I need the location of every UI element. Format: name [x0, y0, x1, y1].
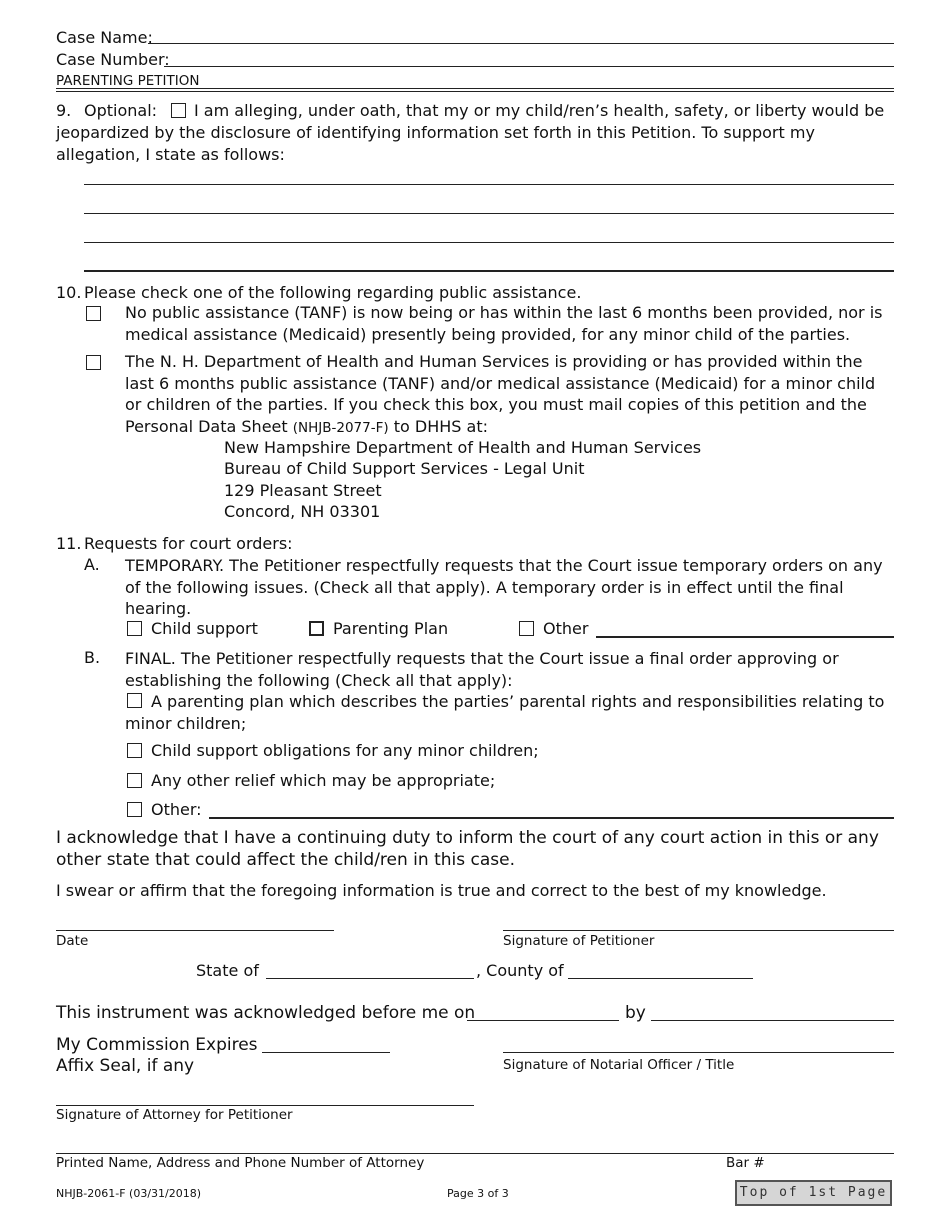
date-label: Date [56, 933, 89, 949]
petitioner-signature-label: Signature of Petitioner [503, 933, 655, 949]
item-9-text-first: I am alleging, under oath, that my or my child/ren’s health, safety, or liberty would be [194, 101, 885, 120]
item-10-option-2-body: The N. H. Department of Health and Human Services is providing or has provided within the last 6 months public assistance (TANF) and/or medical assistance (Medicaid) for a minor child or children of the parties. If you check this box, you must mail copies of this petition and the Personal Data Sheet [125, 352, 876, 436]
top-of-first-page-button[interactable]: Top of 1st Page [735, 1180, 892, 1206]
dhhs-address-line-3: 129 Pleasant Street [224, 481, 382, 500]
item-10-option-2-tail: to DHHS at: [393, 416, 488, 436]
county-field[interactable] [568, 978, 753, 979]
state-label: State of [196, 961, 259, 980]
final-other-field[interactable] [209, 817, 894, 819]
page-number: Page 3 of 3 [447, 1187, 509, 1200]
attorney-signature-field[interactable] [56, 1105, 474, 1106]
swear-text: I swear or affirm that the foregoing information is true and correct to the best of my knowledge. [56, 881, 827, 900]
seal-label: Affix Seal, if any [56, 1056, 195, 1076]
item-11-b-text: FINAL. The Petitioner respectfully requests that the Court issue a final order approving or establishing the following (Check all that apply): [125, 649, 839, 690]
acknowledgement-text: I acknowledge that I have a continuing duty to inform the court of any court action in this or any other state that could affect the child/ren in this case. [56, 828, 879, 870]
case-number-label: Case Number: [56, 50, 170, 69]
item-11-a-letter: A. [84, 555, 100, 574]
temp-child-support-checkbox[interactable] [127, 621, 142, 636]
case-name-field[interactable] [148, 43, 894, 44]
state-field[interactable] [266, 978, 474, 979]
case-number-field[interactable] [164, 66, 894, 67]
form-number: NHJB-2061-F (03/31/2018) [56, 1187, 202, 1200]
item-11-b-letter: B. [84, 648, 101, 667]
item-10-option-2-checkbox[interactable] [86, 355, 101, 370]
attorney-signature-label: Signature of Attorney for Petitioner [56, 1107, 293, 1123]
temp-child-support-label: Child support [151, 619, 258, 638]
commission-field[interactable] [262, 1052, 390, 1053]
final-other-relief-label: Any other relief which may be appropriate; [151, 771, 496, 790]
final-child-support-checkbox[interactable] [127, 743, 142, 758]
item-9-checkbox[interactable] [171, 103, 186, 118]
item-9-answer-line-3[interactable] [84, 242, 894, 243]
dhhs-address-line-2: Bureau of Child Support Services - Legal Unit [224, 459, 585, 478]
final-parenting-plan-label: A parenting plan which describes the parties’ parental rights and responsibilities relating to minor children; [125, 692, 885, 733]
header-divider [56, 88, 894, 89]
item-9-answer-line-2[interactable] [84, 213, 894, 214]
acknowledged-by-field[interactable] [651, 1020, 894, 1021]
item-9-answer-line-1[interactable] [84, 184, 894, 185]
final-child-support-label: Child support obligations for any minor children; [151, 741, 539, 760]
item-10-heading: Please check one of the following regarding public assistance. [84, 283, 582, 302]
date-field[interactable] [56, 930, 334, 931]
item-10-option-1-text: No public assistance (TANF) is now being or has within the last 6 months been provided, nor is medical assistance (Medicaid) presently being provided, for any minor child of the parties. [125, 303, 883, 344]
acknowledged-date-field[interactable] [467, 1020, 619, 1021]
item-10-option-1-checkbox[interactable] [86, 306, 101, 321]
final-other-relief-checkbox[interactable] [127, 773, 142, 788]
dhhs-address-line-4: Concord, NH 03301 [224, 502, 381, 521]
by-label: by [625, 1003, 646, 1023]
temp-parenting-plan-checkbox[interactable] [309, 621, 324, 636]
case-name-label: Case Name: [56, 28, 153, 47]
acknowledged-label: This instrument was acknowledged before me on [56, 1003, 476, 1023]
notary-signature-field[interactable] [503, 1052, 894, 1053]
item-10-number: 10. [56, 283, 82, 302]
dhhs-address-line-1: New Hampshire Department of Health and Human Services [224, 438, 702, 457]
notary-signature-label: Signature of Notarial Officer / Title [503, 1057, 735, 1073]
bar-number-label: Bar # [726, 1155, 765, 1171]
item-9-text-rest: jeopardized by the disclosure of identifying information set forth in this Petition. To support my allegation, I state as follows: [56, 123, 815, 164]
item-9-answer-line-4[interactable] [84, 270, 894, 272]
county-label: , County of [476, 961, 564, 980]
petitioner-signature-field[interactable] [503, 930, 894, 931]
item-10-option-2-text [125, 351, 895, 439]
item-9-number: 9. [56, 101, 72, 120]
temp-other-label: Other [543, 619, 589, 638]
final-other-checkbox[interactable] [127, 802, 142, 817]
item-9-label: Optional: [84, 101, 158, 120]
temp-parenting-plan-label: Parenting Plan [333, 619, 449, 638]
item-11-heading: Requests for court orders: [84, 534, 293, 553]
item-11-number: 11. [56, 534, 82, 553]
printed-name-label: Printed Name, Address and Phone Number of Attorney [56, 1155, 425, 1171]
temp-other-checkbox[interactable] [519, 621, 534, 636]
form-title: PARENTING PETITION [56, 73, 200, 89]
attorney-info-field[interactable] [56, 1153, 894, 1154]
item-11-a-text: TEMPORARY. The Petitioner respectfully requests that the Court issue temporary orders on any of the following issues. (Check all that apply). A temporary order is in effect until the final hearing. [125, 556, 883, 618]
final-other-label: Other: [151, 800, 202, 819]
header-divider-2 [56, 91, 894, 92]
temp-other-field[interactable] [596, 636, 894, 638]
personal-data-sheet-form-number: (NHJB-2077-F) [292, 419, 389, 436]
commission-label: My Commission Expires [56, 1035, 258, 1055]
